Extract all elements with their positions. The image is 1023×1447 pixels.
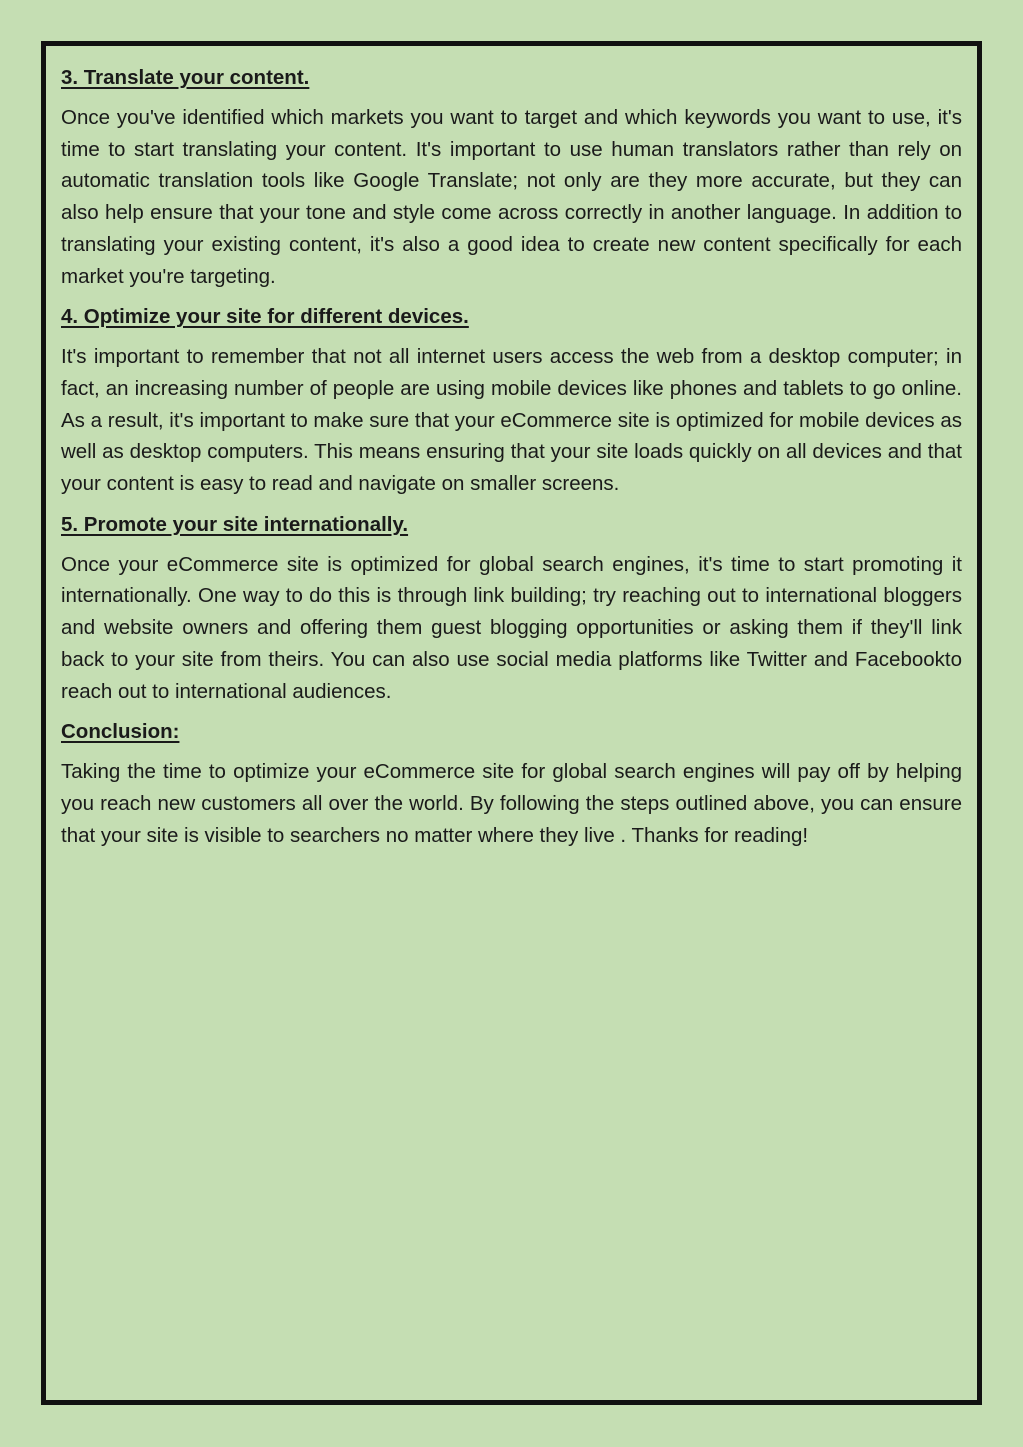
section-heading: 4. Optimize your site for different devices. [61,305,469,329]
section-paragraph: It's important to remember that not all internet users access the web from a desktop computer; in fact, an increasing number of people are using mobile devices like phones and tablets to go online. As a result, it's important to make sure that your eCommerce site is optimized for mobile devices as well as desktop computers. This means ensuring that your site loads quickly on all devices and that your content is easy to read and navigate on smaller screens. [61,345,962,496]
section-paragraph: Once you've identified which markets you want to target and which keywords you want to use, it's time to start translating your content. It's important to use human translators rather than rely on automatic translation tools like Google Translate; not only are they more accurate, but they can also help ensure that your tone and style come across correctly in another language. In addition to translating your existing content, it's also a good idea to create new content specifically for each market you're targeting. [61,106,962,288]
section-paragraph: Taking the time to optimize your eCommerce site for global search engines will pay off by helping you reach new customers all over the world. By following the steps outlined above, you can ensure that your site is visible to searchers no matter where they live . Thanks for reading! [61,760,962,847]
document-content [61,66,962,864]
section-promote-internationally [61,513,962,708]
section-heading: 5. Promote your site internationally. [61,512,409,536]
section-conclusion [61,720,962,851]
section-heading: 3. Translate your content. [61,66,310,89]
section-heading: Conclusion: [61,720,180,744]
section-paragraph: Once your eCommerce site is optimized for global search engines, it's time to start promoting it internationally. One way to do this is through link building; try reaching out to international bloggers and website owners and offering them guest blogging opportunities or asking them if they'll link back to your site from theirs. You can also use social media platforms like Twitter and Facebookto reach out to international audiences. [61,552,962,703]
page-frame [41,41,982,1405]
section-translate-content [61,66,962,292]
section-optimize-devices [61,305,962,500]
